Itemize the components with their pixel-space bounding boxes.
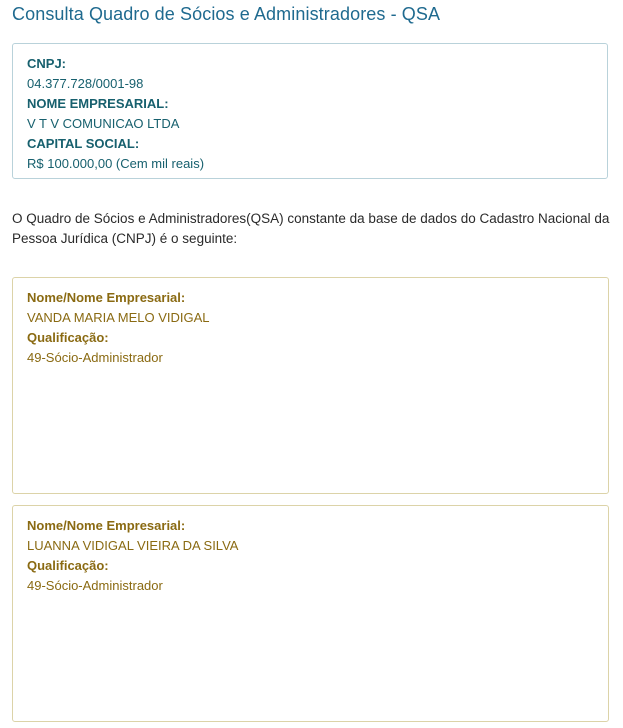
cnpj-label: CNPJ: — [27, 56, 67, 71]
partner-name-label: Nome/Nome Empresarial: — [27, 518, 186, 533]
capital-value: R$ 100.000,00 (Cem mil reais) — [27, 156, 205, 171]
page-title: Consulta Quadro de Sócios e Administradores - QSA — [12, 4, 441, 24]
partner-name-label: Nome/Nome Empresarial: — [27, 290, 186, 305]
partner-card — [12, 277, 609, 494]
partner-name-value: LUANNA VIDIGAL VIEIRA DA SILVA — [27, 538, 239, 553]
intro-text: O Quadro de Sócios e Administradores(QSA) constante da base de dados do Cadastro Nacional da Pessoa Jurídica (CNPJ) é o seguinte: — [12, 211, 610, 246]
partner-qualification-label: Qualificação: — [27, 558, 109, 573]
company-info-panel — [12, 43, 608, 179]
partner-qualification-label: Qualificação: — [27, 330, 109, 345]
partner-name-value: VANDA MARIA MELO VIDIGAL — [27, 310, 210, 325]
partner-qualification-value: 49-Sócio-Administrador — [27, 578, 163, 593]
company-name-label: NOME EMPRESARIAL: — [27, 96, 169, 111]
cnpj-value: 04.377.728/0001-98 — [27, 76, 144, 91]
company-name-value: V T V COMUNICAO LTDA — [27, 116, 180, 131]
partner-qualification-value: 49-Sócio-Administrador — [27, 350, 163, 365]
partner-card — [12, 505, 609, 722]
capital-label: CAPITAL SOCIAL: — [27, 136, 140, 151]
